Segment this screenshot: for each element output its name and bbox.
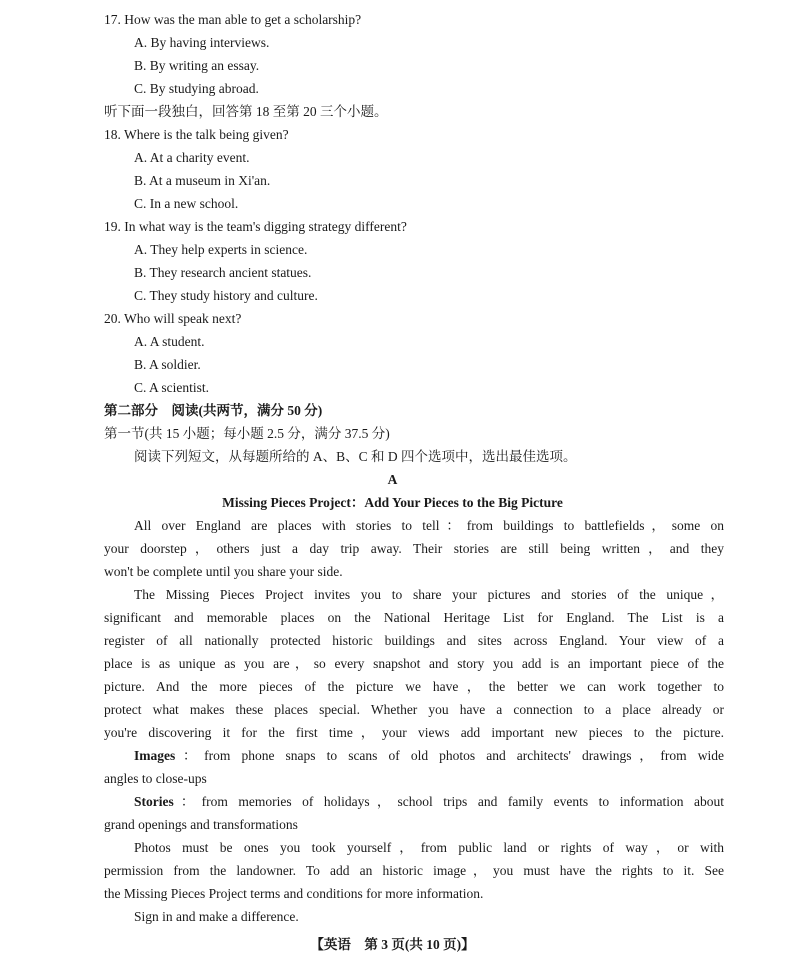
question-17-stem: 17. How was the man able to get a scholarship? <box>104 12 362 27</box>
question-18-option-a: A. At a charity event. <box>134 150 250 165</box>
paragraph-1-line-2: your doorstep，others just a day trip away. Their stories are still being written，and they <box>104 541 724 556</box>
question-19-option-c: C. They study history and culture. <box>134 288 318 303</box>
question-19-option-a: A. They help experts in science. <box>134 242 308 257</box>
passage-label: A <box>387 472 398 487</box>
question-20-option-b: B. A soldier. <box>134 357 201 372</box>
question-20-stem: 20. Who will speak next? <box>104 311 242 326</box>
paragraph-2-line-7: you're discovering it for the first time，your views add important new pieces to the picture. <box>104 725 724 740</box>
images-text: ：from phone snaps to scans of old photos and architects' drawings，from wide <box>175 748 724 763</box>
paragraph-2-line-6: protect what makes these places special. Whether you have a connection to a place already or <box>104 702 724 717</box>
section-one-heading: 第一节(共 15 小题；每小题 2.5 分，满分 37.5 分) <box>104 426 390 441</box>
paragraph-2-line-4: place is as unique as you are，so every snapshot and story you add is an important piece of the <box>104 656 724 671</box>
paragraph-2-line-2: significant and memorable places on the National Heritage List for England. The List is a <box>104 610 724 625</box>
question-19-stem: 19. In what way is the team's digging strategy different? <box>104 219 407 234</box>
question-17-option-b: B. By writing an essay. <box>134 58 260 73</box>
reading-directions: 阅读下列短文，从每题所给的 A、B、C 和 D 四个选项中，选出最佳选项。 <box>134 449 577 464</box>
images-paragraph-line-2: angles to close-ups <box>104 771 207 786</box>
passage-title: Missing Pieces Project：Add Your Pieces to the Big Picture <box>222 495 563 510</box>
stories-paragraph-line-2: grand openings and transformations <box>104 817 298 832</box>
question-18-option-b: B. At a museum in Xi'an. <box>134 173 271 188</box>
paragraph-2-line-1: The Missing Pieces Project invites you to share your pictures and stories of the unique， <box>134 587 724 602</box>
paragraph-5-line-1: Photos must be ones you took yourself，from public land or rights of way，or with <box>134 840 724 855</box>
listening-instruction: 听下面一段独白，回答第 18 至第 20 三个小题。 <box>104 104 388 119</box>
images-paragraph-line-1 <box>134 747 724 765</box>
paragraph-6: Sign in and make a difference. <box>134 909 299 924</box>
paragraph-2-line-3: register of all nationally protected historic buildings and sites across England. Your view of a <box>104 633 724 648</box>
part-two-heading: 第二部分 阅读(共两节，满分 50 分) <box>104 403 323 418</box>
paragraph-5-line-3: the Missing Pieces Project terms and conditions for more information. <box>104 886 484 901</box>
paragraph-2-line-5: picture. And the more pieces of the picture we have，the better we can work together to <box>104 679 724 694</box>
images-label: Images <box>134 748 176 763</box>
question-17-option-c: C. By studying abroad. <box>134 81 259 96</box>
stories-text: ：from memories of holidays，school trips and family events to information about <box>173 794 724 809</box>
paragraph-1-line-1: All over England are places with stories to tell：from buildings to battlefields，some on <box>134 518 724 533</box>
page-footer: 【英语 第 3 页(共 10 页)】 <box>310 937 475 952</box>
stories-label: Stories <box>134 794 174 809</box>
stories-paragraph-line-1 <box>134 793 724 811</box>
question-17-option-a: A. By having interviews. <box>134 35 270 50</box>
question-20-option-c: C. A scientist. <box>134 380 210 395</box>
paragraph-5-line-2: permission from the landowner. To add an historic image，you must have the rights to it. See <box>104 863 724 878</box>
question-20-option-a: A. A student. <box>134 334 205 349</box>
question-18-option-c: C. In a new school. <box>134 196 239 211</box>
question-18-stem: 18. Where is the talk being given? <box>104 127 289 142</box>
paragraph-1-line-3: won't be complete until you share your side. <box>104 564 343 579</box>
question-19-option-b: B. They research ancient statues. <box>134 265 312 280</box>
